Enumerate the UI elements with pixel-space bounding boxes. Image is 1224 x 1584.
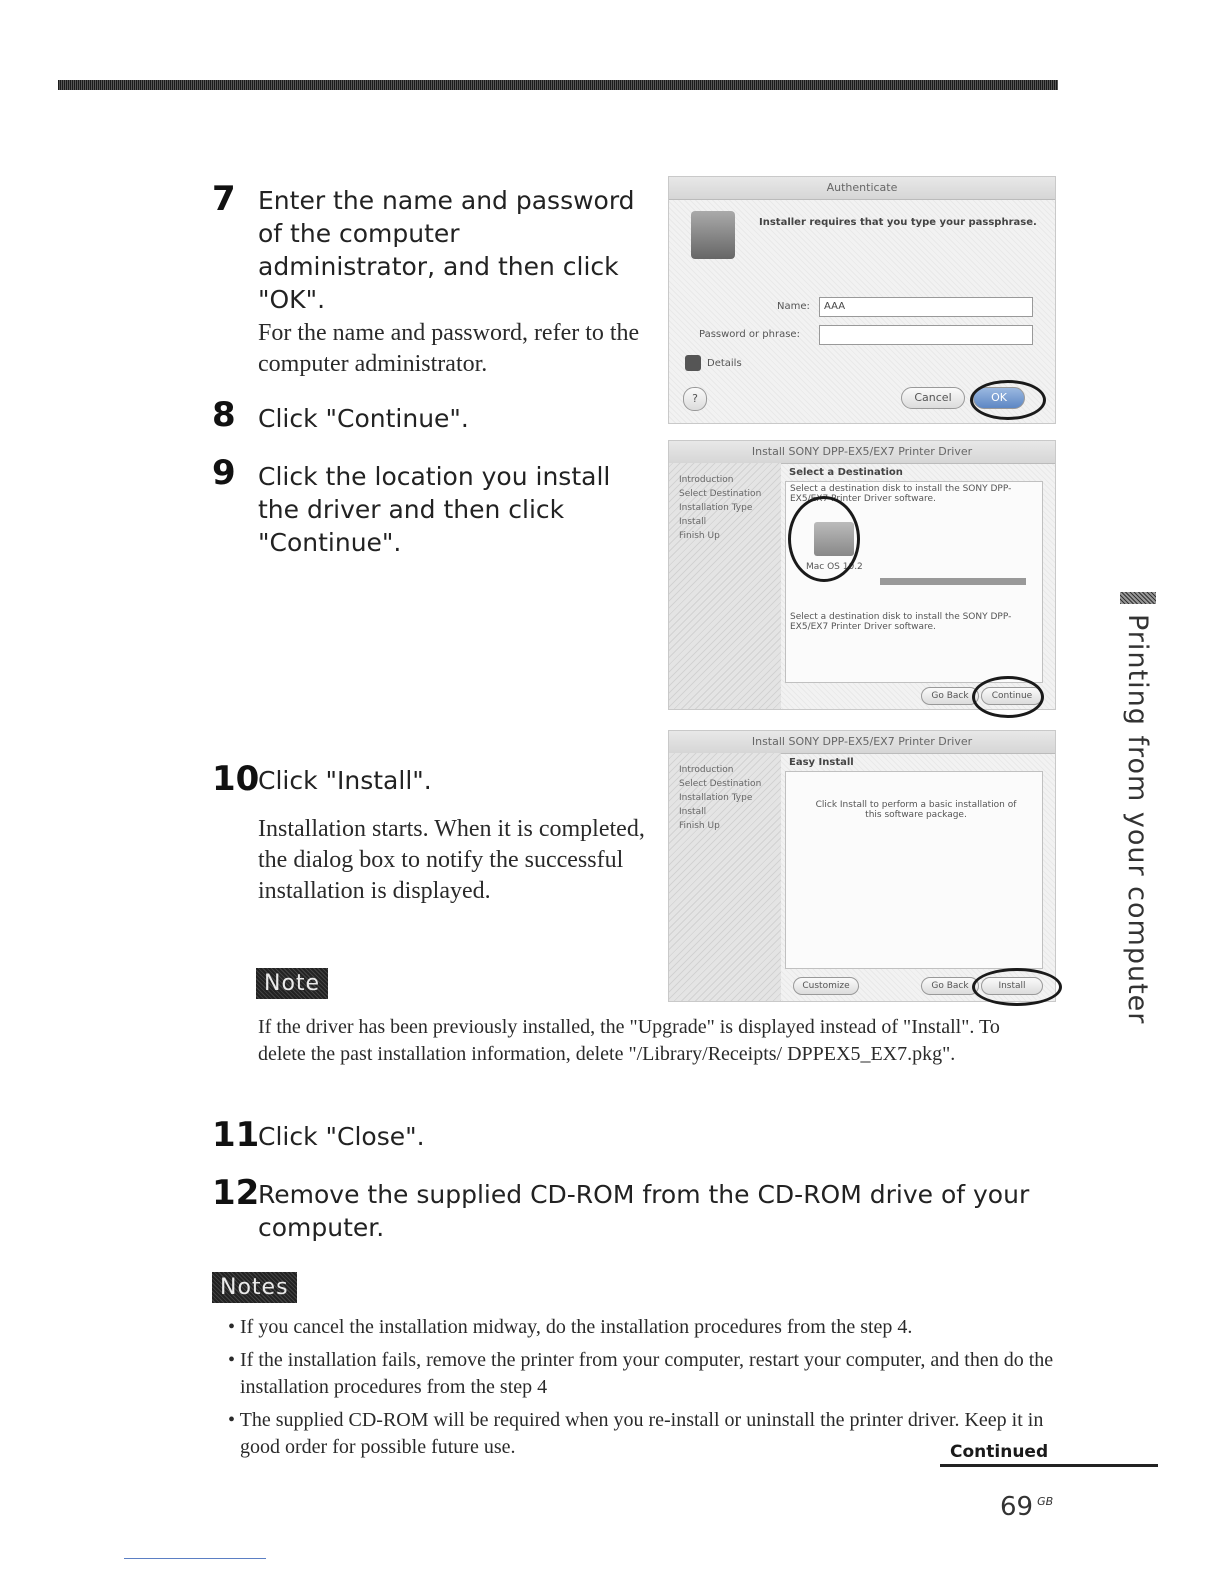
sidebar-item: Introduction: [679, 475, 734, 485]
sidebar-item: Installation Type: [679, 793, 753, 803]
go-back-button[interactable]: Go Back: [921, 977, 979, 995]
step-12-title: Remove the supplied CD-ROM from the CD-ROM drive of your computer.: [258, 1180, 1030, 1242]
sidebar-item: Installation Type: [679, 503, 753, 513]
sidebar-item: Select Destination: [679, 779, 762, 789]
disclosure-triangle-icon[interactable]: [685, 355, 701, 371]
dialog-heading: Easy Install: [789, 757, 854, 768]
install-instruction: Click Install to perform a basic installation of this software package.: [815, 800, 1017, 820]
details-label: Details: [707, 358, 742, 369]
easy-install-dialog: [668, 730, 1056, 1002]
highlight-circle: [788, 496, 860, 582]
sidebar-item: Finish Up: [679, 821, 720, 831]
step-11-number: 11: [212, 1115, 260, 1155]
page-number: 69 $^{GB}$: [1000, 1492, 1054, 1522]
destination-instruction: Select a destination disk to install the SONY DPP-EX5/EX7 Printer Driver software.: [790, 484, 1012, 504]
step-7-title: Enter the name and password of the computer administrator, and then click "OK".: [258, 186, 635, 314]
note-text: If the driver has been previously installed, the "Upgrade" is displayed instead of "Install". To delete the past installation information, delete "/Library/Receipts/ DPPEX5_EX7.pkg".: [258, 1016, 1000, 1065]
continued-label: Continued: [950, 1442, 1049, 1462]
destination-footer: Select a destination disk to install the SONY DPP-EX5/EX7 Printer Driver software.: [790, 612, 1012, 632]
dialog-title: Authenticate: [669, 177, 1055, 200]
select-destination-dialog: [668, 440, 1056, 710]
go-back-button[interactable]: Go Back: [921, 687, 979, 705]
highlight-circle: [970, 380, 1046, 420]
sidebar-item: Finish Up: [679, 531, 720, 541]
installer-sidebar: [669, 463, 781, 709]
step-11-title: Click "Close".: [258, 1122, 425, 1151]
step-8-title: Click "Continue".: [258, 404, 469, 433]
notes-item: • The supplied CD-ROM will be required when you re-install or uninstall the printer driver. Keep it in good order for possible future use.: [228, 1409, 1044, 1458]
footer-rule: [124, 1558, 266, 1559]
sidebar-item: Select Destination: [679, 489, 762, 499]
step-10-body: Installation starts. When it is completed, the dialog box to notify the successful installation is displayed.: [258, 816, 645, 904]
highlight-circle: [972, 968, 1062, 1006]
continue-button[interactable]: Continue: [981, 687, 1043, 705]
step-10-number: 10: [212, 759, 260, 799]
ok-button[interactable]: OK: [973, 387, 1025, 409]
password-input[interactable]: [819, 325, 1033, 345]
step-9-number: 9: [212, 453, 236, 493]
notes-list: [228, 1314, 1068, 1467]
header-rule: [58, 80, 1058, 90]
installer-sidebar: [669, 753, 781, 1001]
side-tab-block: [1120, 592, 1156, 604]
name-input[interactable]: AAA: [819, 297, 1033, 317]
cancel-button[interactable]: Cancel: [901, 387, 965, 409]
notes-item: • If you cancel the installation midway, do the installation procedures from the step 4.: [228, 1316, 913, 1338]
notes-badge: Notes: [212, 1272, 297, 1303]
sidebar-item: Install: [679, 807, 707, 817]
dialog-message: Installer requires that you type your passphrase.: [759, 217, 1037, 228]
step-10-title: Click "Install".: [258, 766, 432, 795]
install-pane: [785, 771, 1043, 969]
space-bar: [880, 578, 1026, 585]
help-button[interactable]: ?: [683, 387, 707, 411]
password-label: Password or phrase:: [699, 329, 800, 340]
continued-rule: [940, 1464, 1158, 1467]
name-label: Name:: [777, 301, 810, 312]
step-8-number: 8: [212, 395, 236, 435]
sidebar-item: Introduction: [679, 765, 734, 775]
dialog-title: Install SONY DPP-EX5/EX7 Printer Driver: [669, 441, 1055, 464]
install-button[interactable]: Install: [981, 977, 1043, 995]
dialog-title: Install SONY DPP-EX5/EX7 Printer Driver: [669, 731, 1055, 754]
sidebar-item: Install: [679, 517, 707, 527]
notes-item: • If the installation fails, remove the printer from your computer, restart your computer, and then do the installation procedures from the step 4: [228, 1349, 1054, 1398]
step-7-body: For the name and password, refer to the computer administrator.: [258, 320, 640, 377]
step-12-number: 12: [212, 1173, 260, 1213]
note-badge: Note: [256, 968, 328, 999]
side-tab-label: Printing from your computer: [1122, 614, 1153, 1025]
lock-icon: [691, 211, 735, 259]
step-7-number: 7: [212, 179, 236, 219]
section-side-tab: [1120, 592, 1156, 1025]
disk-label[interactable]: Mac OS 10.2: [806, 562, 863, 572]
step-9-title: Click the location you install the driver and then click "Continue".: [258, 462, 611, 557]
dialog-heading: Select a Destination: [789, 467, 903, 478]
customize-button[interactable]: Customize: [793, 977, 859, 995]
highlight-circle: [972, 676, 1044, 718]
